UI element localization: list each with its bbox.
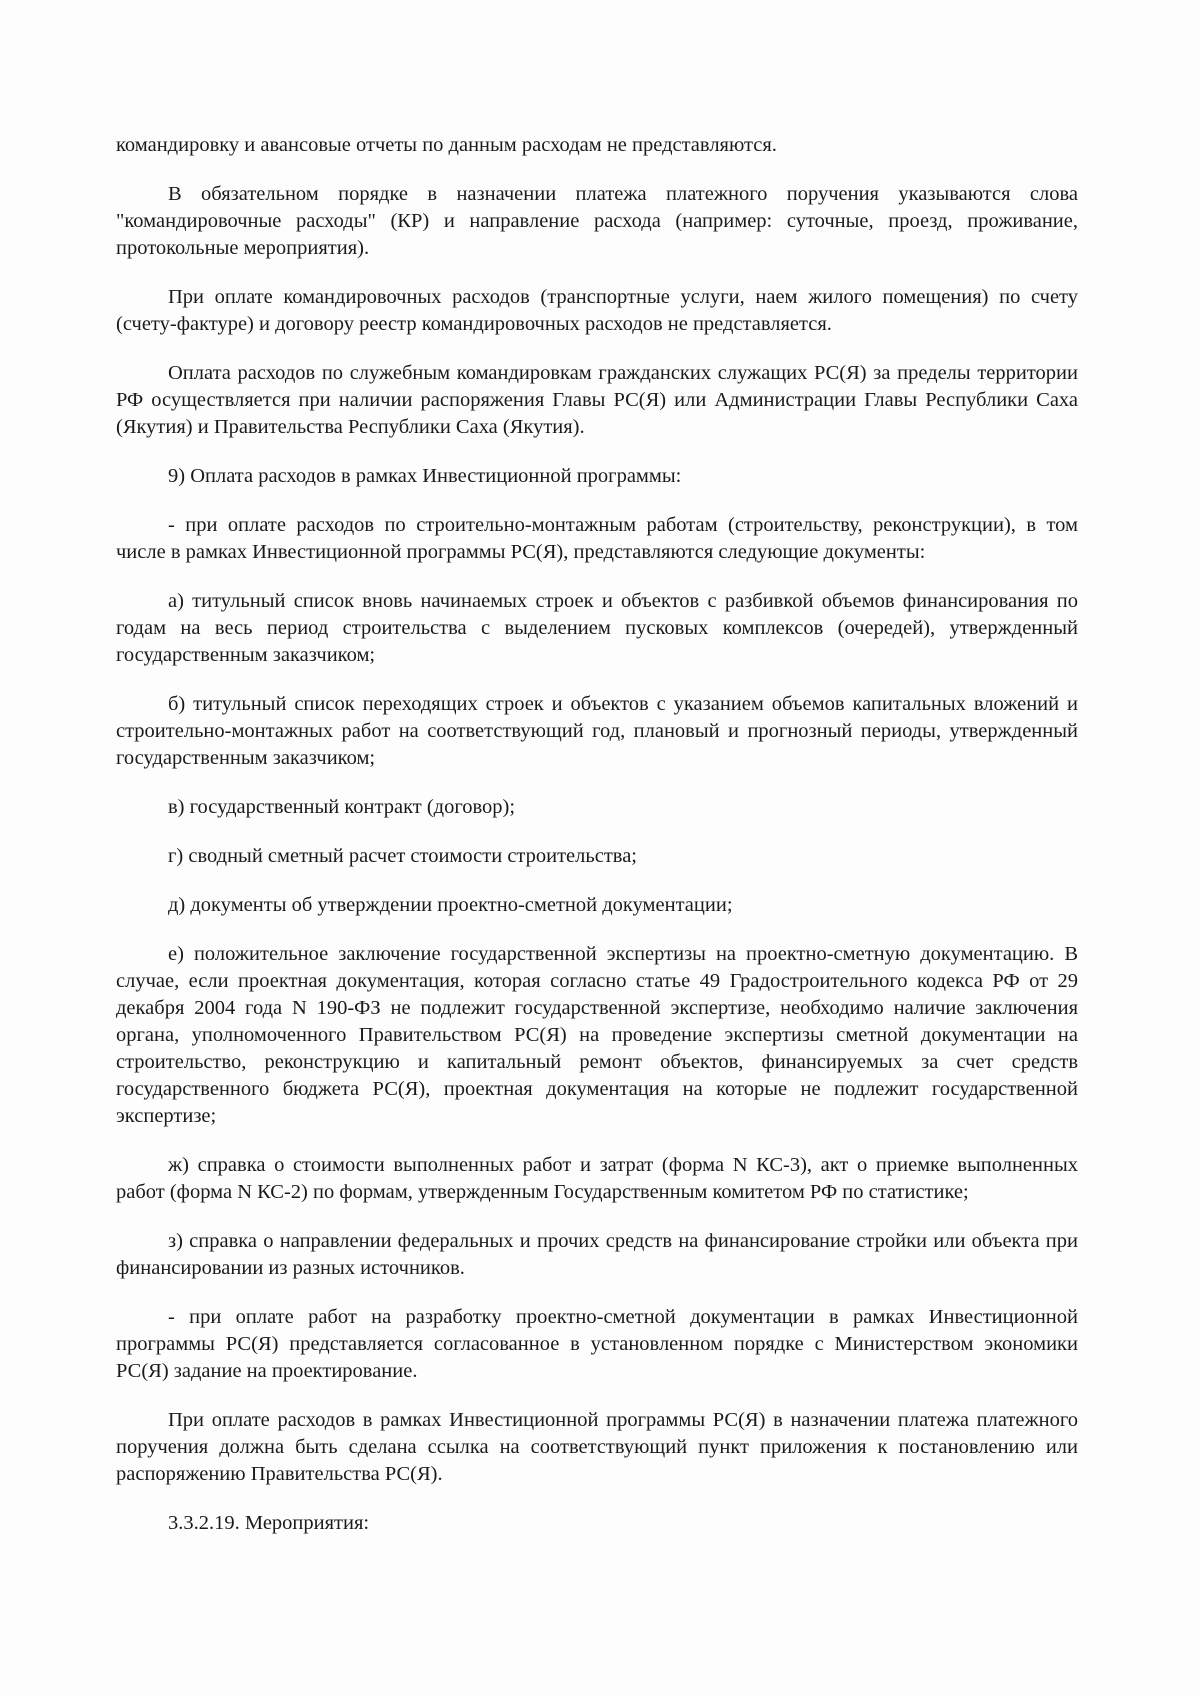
paragraph-travel-invoice: При оплате командировочных расходов (транспортные услуги, наем жилого помещения) по счету (счету-фактуре) и договору реестр командировочных расходов не представляется. xyxy=(116,286,1078,335)
list-item-g: г) сводный сметный расчет стоимости строительства; xyxy=(168,845,637,867)
paragraph-payment-reference: При оплате расходов в рамках Инвестиционной программы РС(Я) в назначении платежа платежного поручения должна быть сделана ссылка на соответствующий пункт приложения к постановлению или распоряжению Правительства РС(Я). xyxy=(116,1409,1078,1485)
list-item-b: б) титульный список переходящих строек и объектов с указанием объемов капитальных вложений и строительно-монтажных работ на соответствующий год, плановый и прогнозный периоды, утвержденный государственным заказчиком; xyxy=(116,693,1078,769)
section-heading-3-3-2-19: 3.3.2.19. Мероприятия: xyxy=(168,1512,370,1534)
list-item-z: з) справка о направлении федеральных и прочих средств на финансирование стройки или объекта при финансировании из разных источников. xyxy=(116,1230,1078,1279)
paragraph-foreign-travel: Оплата расходов по служебным командировкам гражданских служащих РС(Я) за пределы территории РФ осуществляется при наличии распоряжения Главы РС(Я) или Администрации Главы Республики Саха (Якутия) и Правительства Республики Саха (Якутия). xyxy=(116,362,1078,438)
paragraph-investment-heading: 9) Оплата расходов в рамках Инвестиционной программы: xyxy=(168,465,682,487)
list-item-a: а) титульный список вновь начинаемых строек и объектов с разбивкой объемов финансирования по годам на весь период строительства с выделением пусковых комплексов (очередей), утвержденный государственным заказчиком; xyxy=(116,590,1078,666)
paragraph-continuation: командировку и авансовые отчеты по данным расходам не представляются. xyxy=(116,134,777,156)
paragraph-payment-purpose: В обязательном порядке в назначении платежа платежного поручения указываются слова "командировочные расходы" (КР) и направление расхода (например: суточные, проезд, проживание, протокольные мероприятия). xyxy=(116,183,1078,259)
list-item-zh: ж) справка о стоимости выполненных работ и затрат (форма N КС-3), акт о приемке выполненных работ (форма N КС-2) по формам, утвержденным Государственным комитетом РФ по статистике; xyxy=(116,1154,1078,1203)
document-body xyxy=(116,132,1078,1537)
list-item-v: в) государственный контракт (договор); xyxy=(168,796,516,818)
paragraph-construction-docs: - при оплате расходов по строительно-монтажным работам (строительству, реконструкции), в том числе в рамках Инвестиционной программы РС(Я), представляются следующие документы: xyxy=(116,514,1078,563)
paragraph-design-docs: - при оплате работ на разработку проектно-сметной документации в рамках Инвестиционной программы РС(Я) представляется согласованное в установленном порядке с Министерством экономики РС(Я) задание на проектирование. xyxy=(116,1306,1078,1382)
list-item-e: е) положительное заключение государственной экспертизы на проектно-сметную документацию. В случае, если проектная документация, которая согласно статье 49 Градостроительного кодекса РФ от 29 декабря 2004 года N 190-ФЗ не подлежит государственной экспертизе, необходимо наличие заключения органа, уполномоченного Правительством РС(Я) на проведение экспертизы сметной документации на строительство, реконструкцию и капитальный ремонт объектов, финансируемых за счет средств государственного бюджета РС(Я), проектная документация на которые не подлежит государственной экспертизе; xyxy=(116,943,1078,1127)
list-item-d: д) документы об утверждении проектно-сметной документации; xyxy=(168,894,733,916)
